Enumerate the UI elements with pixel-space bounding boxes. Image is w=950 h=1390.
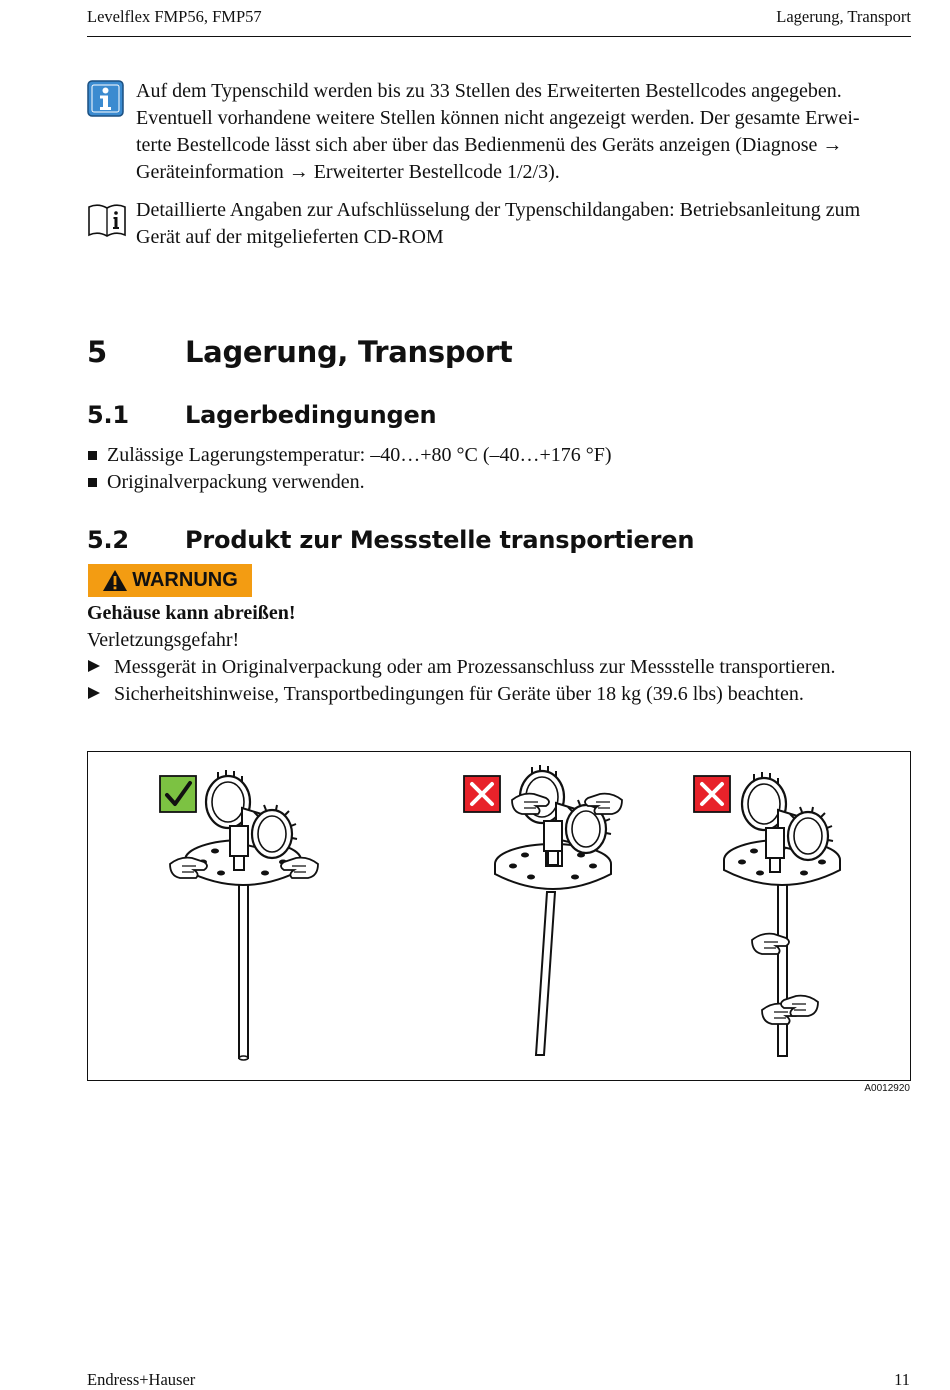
list-item	[87, 469, 612, 496]
manual-note-line: Detaillierte Angaben zur Aufschlüsselung der Typenschildangaben: Betriebsanleitung zum	[136, 199, 861, 221]
section-5-number: 5	[87, 335, 107, 369]
warning-badge	[88, 564, 252, 597]
bullet-list	[87, 442, 612, 496]
list-item	[87, 442, 612, 469]
warning-text: Verletzungsgefahr!	[87, 629, 240, 651]
list-item-text: Messgerät in Originalverpackung oder am Prozessanschluss zur Messstelle transportieren.	[114, 656, 836, 678]
section-5-1-title: Lagerbedingungen	[185, 401, 437, 429]
warning-label: WARNUNG	[132, 569, 238, 591]
list-item-text: Originalverpackung verwenden.	[107, 471, 365, 493]
panel-wrong-probe	[694, 772, 840, 1056]
info-note-line: Geräteinformation → Erweiterter Bestellcode 1/2/3).	[136, 161, 560, 183]
warning-triangle-icon	[102, 569, 128, 592]
list-item-text: Zulässige Lagerungstemperatur: –40…+80 °C (–40…+176 °F)	[107, 444, 612, 466]
footer-left: Endress+Hauser	[87, 1370, 196, 1389]
list-item	[87, 681, 835, 708]
square-bullet-icon	[88, 451, 97, 460]
info-note-line: Eventuell vorhandene weitere Stellen können nicht angezeigt werden. Der gesamte Erwei-	[136, 107, 860, 129]
arrow-bullet-icon	[87, 654, 107, 681]
header-right: Lagerung, Transport	[776, 7, 911, 26]
panel-wrong-housing	[464, 765, 622, 1055]
manual-note	[136, 197, 916, 251]
panel-correct	[160, 770, 318, 1060]
arrow-bullet-icon	[87, 681, 107, 708]
section-5-2-title: Produkt zur Messstelle transportieren	[185, 526, 695, 554]
section-5-title: Lagerung, Transport	[185, 335, 513, 369]
info-note	[136, 78, 916, 186]
section-5-1-number: 5.1	[87, 401, 129, 429]
transport-figure	[87, 751, 911, 1081]
page-number: 11	[894, 1370, 910, 1389]
header-rule	[87, 36, 911, 37]
manual-note-line: Gerät auf der mitgelieferten CD-ROM	[136, 226, 444, 248]
list-item-text: Sicherheitshinweise, Transportbedingungen für Geräte über 18 kg (39.6 lbs) beachten.	[114, 683, 804, 705]
square-bullet-icon	[88, 478, 97, 487]
warning-title: Gehäuse kann abreißen!	[87, 602, 296, 624]
figure-code: A0012920	[864, 1083, 910, 1094]
transport-illustration	[88, 752, 910, 1080]
info-note-line: Auf dem Typenschild werden bis zu 33 Stellen des Erweiterten Bestellcodes angegeben.	[136, 80, 842, 102]
action-list	[87, 654, 835, 708]
header-left: Levelflex FMP56, FMP57	[87, 7, 262, 26]
list-item	[87, 654, 835, 681]
section-5-2-number: 5.2	[87, 526, 129, 554]
info-icon	[87, 80, 124, 117]
info-note-line: terte Bestellcode lässt sich aber über das Bedienmenü des Geräts anzeigen (Diagnose →	[136, 134, 843, 156]
manual-book-icon	[87, 202, 127, 238]
